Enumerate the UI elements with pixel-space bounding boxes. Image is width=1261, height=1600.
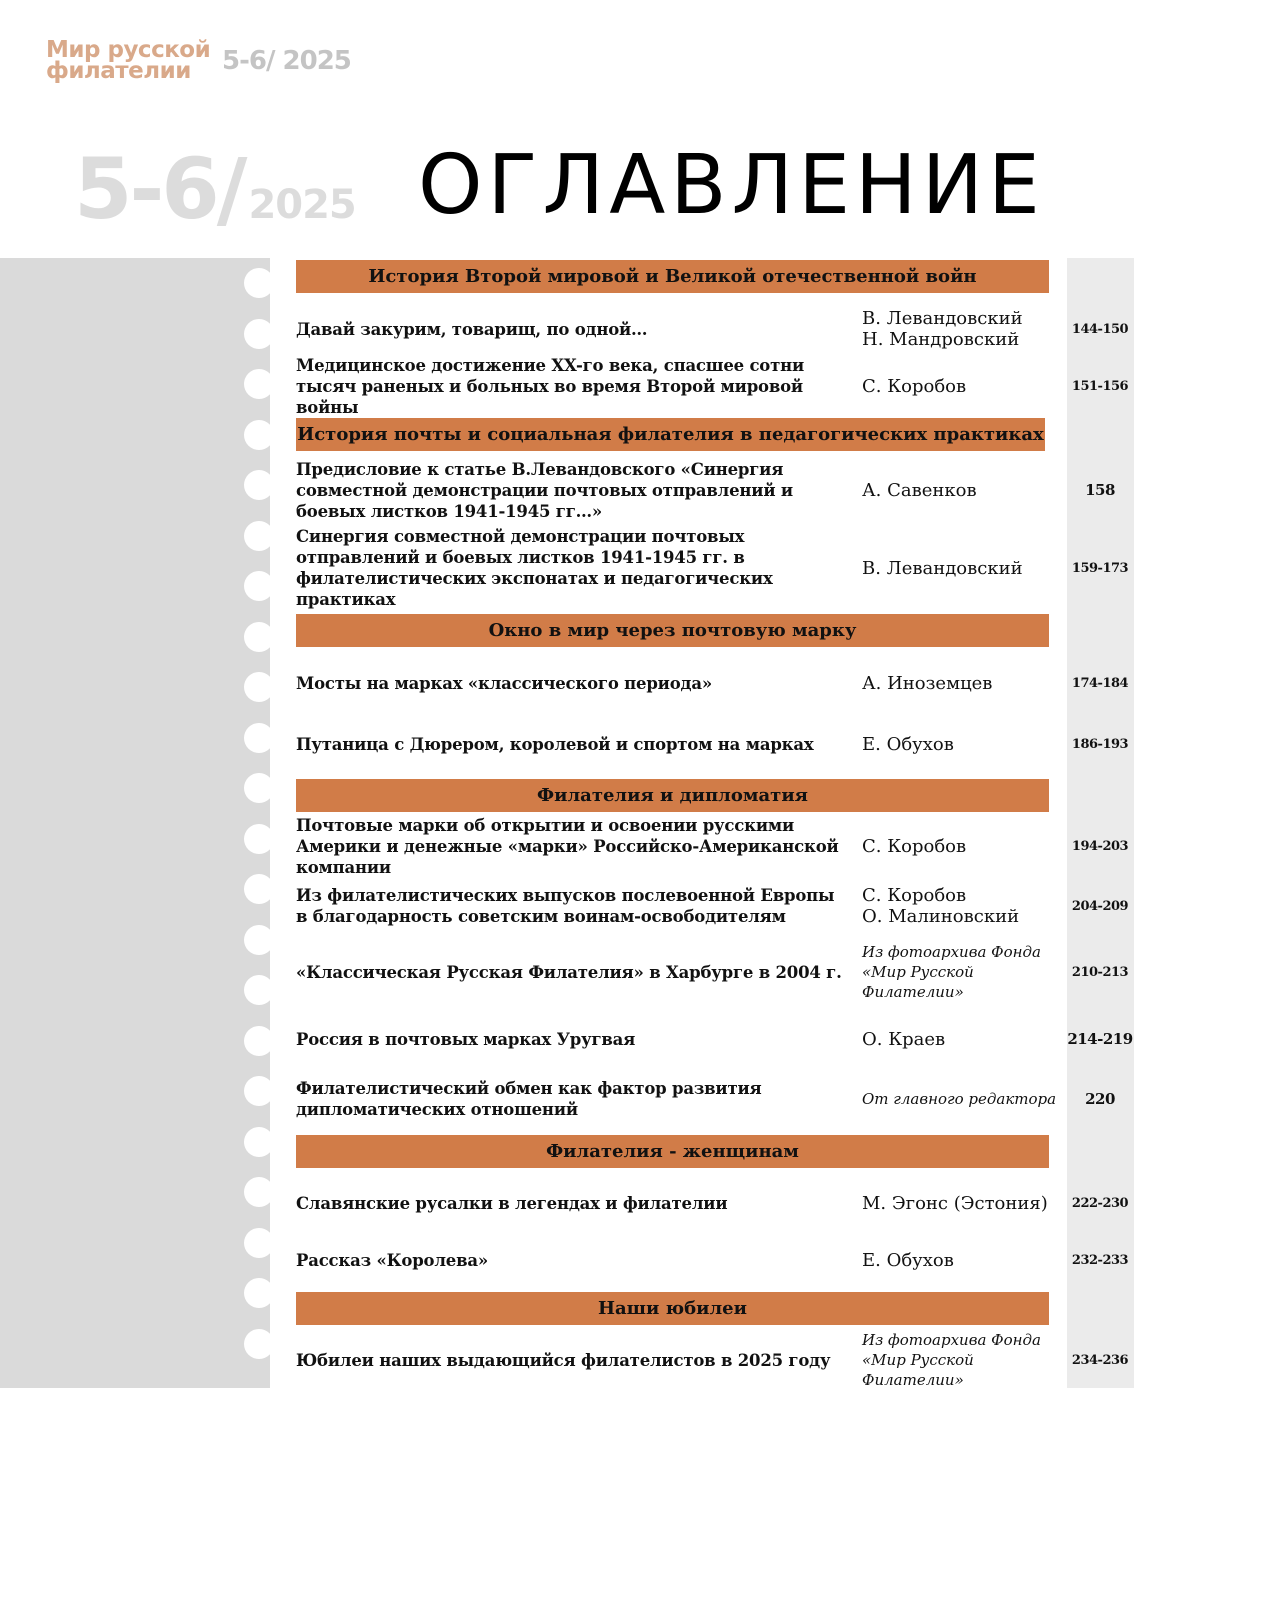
logo-issue-number: 5-6/ 2025 [222, 46, 351, 76]
entry-pages: 174-184 [1071, 675, 1129, 691]
toc-entry[interactable] [296, 1024, 1133, 1054]
binding-notch [244, 1329, 274, 1359]
entry-title: Почтовые марки об открытии и освоении русскими Америки и денежные «марки» Российско-Американской компании [296, 815, 839, 877]
binding-notches [244, 268, 304, 1378]
binding-notch [244, 319, 274, 349]
toc-entry[interactable] [296, 458, 1115, 522]
entry-title: Россия в почтовых марках Уругвая [296, 1029, 636, 1049]
binding-notch [244, 1177, 274, 1207]
logo-line-1: Мир русской [46, 37, 211, 63]
toc-entry[interactable] [296, 1078, 1115, 1120]
section-heading: Окно в мир через почтовую марку [296, 614, 1049, 647]
section-heading: Филателия и дипломатия [296, 779, 1049, 812]
entry-pages: 158 [1085, 481, 1115, 499]
entry-pages: 204-209 [1071, 898, 1129, 914]
entry-author: А. Савенков [862, 479, 977, 501]
binding-notch [244, 470, 274, 500]
toc-entry[interactable] [296, 668, 1129, 698]
entry-title: Мосты на марках «классического периода» [296, 673, 712, 693]
section-heading: История почты и социальная филателия в педагогических практиках [296, 418, 1045, 451]
entry-author: О. Краев [862, 1028, 946, 1050]
entry-author: В. Левандовский [862, 557, 1023, 579]
entry-title: Давай закурим, товарищ, по одной… [296, 319, 648, 339]
toc-entry[interactable] [296, 729, 1129, 759]
toc-entry[interactable] [296, 308, 1129, 350]
entry-pages: 144-150 [1071, 321, 1129, 337]
entry-author: Из фотоархива Фонда «Мир Русской Филателии» [862, 943, 1041, 1001]
issue-badge [74, 140, 356, 238]
entry-title: Синергия совместной демонстрации почтовых отправлений и боевых листков 1941-1945 гг. в филателистических экспонатах и педагогических практиках [296, 527, 773, 609]
entry-author: С. Коробов О. Малиновский [862, 885, 1020, 927]
entry-pages: 214-219 [1067, 1030, 1133, 1048]
binding-notch [244, 1076, 274, 1106]
issue-number: 5-6/ [74, 140, 245, 238]
binding-notch [244, 773, 274, 803]
binding-notch [244, 420, 274, 450]
toc-entry[interactable] [296, 527, 1129, 609]
entry-author: Е. Обухов [862, 733, 954, 755]
entry-title: Юбилеи наших выдающийся филателистов в 2025 году [296, 1350, 831, 1370]
section-heading: История Второй мировой и Великой отечественной войн [296, 260, 1049, 293]
binding-notch [244, 1127, 274, 1157]
side-band [0, 258, 270, 1388]
entry-pages: 210-213 [1071, 964, 1129, 980]
logo-line-2: филателии [46, 58, 191, 84]
binding-notch [244, 1228, 274, 1258]
binding-notch [244, 874, 274, 904]
binding-notch [244, 1026, 274, 1056]
entry-pages: 194-203 [1071, 838, 1129, 854]
toc-entry[interactable] [296, 355, 1129, 417]
entry-pages: 234-236 [1071, 1352, 1129, 1368]
entry-author: С. Коробов [862, 375, 967, 397]
binding-notch [244, 723, 274, 753]
entry-title: Рассказ «Королева» [296, 1250, 488, 1270]
binding-notch [244, 1278, 274, 1308]
entry-title: Медицинское достижение XX-го века, спасшее сотни тысяч раненых и больных во время Второй мировой войны [296, 355, 805, 417]
binding-notch [244, 824, 274, 854]
entry-author: А. Иноземцев [862, 672, 993, 694]
entry-pages: 222-230 [1071, 1195, 1129, 1211]
binding-notch [244, 622, 274, 652]
entry-pages: 151-156 [1071, 378, 1129, 394]
entry-pages: 220 [1085, 1090, 1115, 1108]
entry-title: «Классическая Русская Филателия» в Харбурге в 2004 г. [296, 962, 842, 982]
issue-year: 2025 [248, 182, 356, 228]
logo [46, 37, 211, 84]
binding-notch [244, 268, 274, 298]
entry-title: Славянские русалки в легендах и филателии [296, 1193, 728, 1213]
binding-notch [244, 975, 274, 1005]
page-title: ОГЛАВЛЕНИЕ [418, 138, 1045, 233]
page-number-column [1067, 258, 1134, 1388]
section-heading: Филателия - женщинам [296, 1135, 1049, 1168]
entry-title: Путаница с Дюрером, королевой и спортом на марках [296, 734, 814, 754]
toc-entry[interactable] [296, 1188, 1129, 1218]
entry-pages: 159-173 [1071, 560, 1129, 576]
binding-notch [244, 369, 274, 399]
entry-pages: 186-193 [1071, 736, 1129, 752]
entry-pages: 232-233 [1071, 1252, 1129, 1268]
toc-entry[interactable] [296, 943, 1129, 1001]
entry-author: Е. Обухов [862, 1249, 954, 1271]
entry-author: От главного редактора [862, 1090, 1057, 1108]
entry-author: С. Коробов [862, 835, 967, 857]
section-heading: Наши юбилеи [296, 1292, 1049, 1325]
toc-entry[interactable] [296, 815, 1129, 877]
entry-author: Из фотоархива Фонда «Мир Русской Филателии» [862, 1331, 1041, 1389]
entry-title: Из филателистических выпусков послевоенной Европы в благодарность советским воинам-освободителям [296, 886, 835, 926]
binding-notch [244, 521, 274, 551]
binding-notch [244, 571, 274, 601]
binding-notch [244, 925, 274, 955]
toc-entry[interactable] [296, 1331, 1129, 1389]
entry-author: М. Эгонс (Эстония) [862, 1192, 1048, 1214]
entry-author: В. Левандовский Н. Мандровский [862, 308, 1023, 350]
binding-notch [244, 672, 274, 702]
entry-title: Предисловие к статье В.Левандовского «Синергия совместной демонстрации почтовых отправлений и боевых листков 1941-1945 гг…» [296, 459, 793, 521]
toc-entry[interactable] [296, 1245, 1129, 1275]
entry-title: Филателистический обмен как фактор развития дипломатических отношений [296, 1079, 762, 1119]
toc-entry[interactable] [296, 884, 1129, 928]
